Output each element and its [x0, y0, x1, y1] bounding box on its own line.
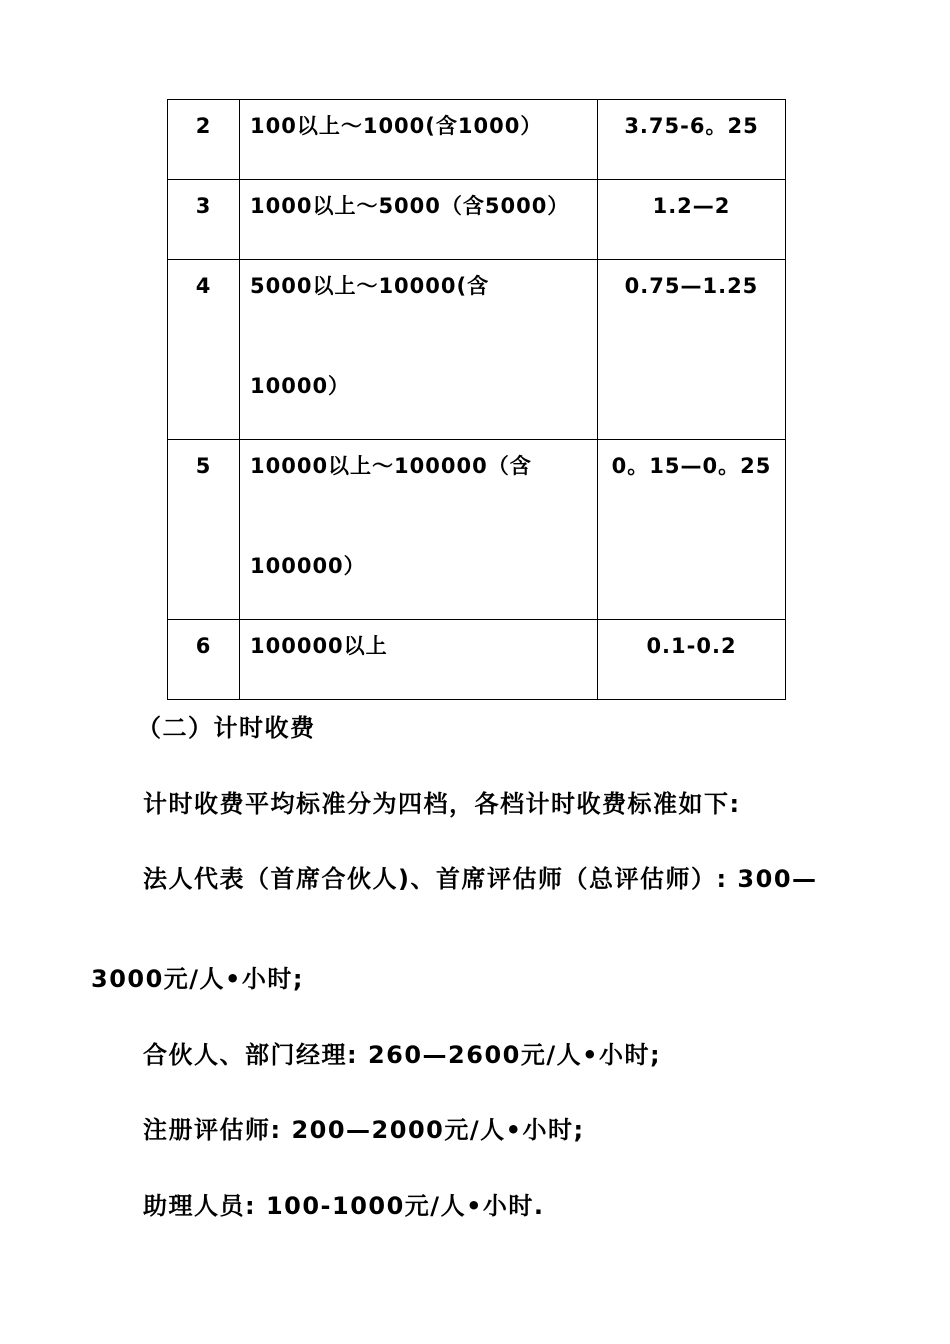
amount-range-cell: [240, 620, 598, 700]
rate-item-partner: 合伙人、部门经理: 260—2600元/人•小时;: [143, 1041, 662, 1069]
table-row: [168, 620, 786, 700]
fee-rate-cell: 0。15—0。25: [598, 440, 786, 620]
range-text: 100000以上: [250, 634, 388, 658]
rate-item-registered-appraiser: 注册评估师: 200—2000元/人•小时;: [143, 1116, 585, 1144]
row-number-cell: 2: [168, 100, 240, 180]
amount-range-cell: [240, 440, 598, 620]
table-row: [168, 180, 786, 260]
range-text: 5000以上～10000(含: [250, 274, 490, 298]
intro-paragraph: 计时收费平均标准分为四档，各档计时收费标准如下:: [143, 790, 741, 818]
table-row: [168, 260, 786, 440]
row-number-cell: 5: [168, 440, 240, 620]
fee-rate-cell: 1.2—2: [598, 180, 786, 260]
range-text: 10000以上～100000（含: [250, 454, 532, 478]
fee-rate-cell: 3.75-6。25: [598, 100, 786, 180]
rate-item-legal-representative: 法人代表（首席合伙人)、首席评估师（总评估师）: 300—: [143, 865, 818, 893]
fee-rate-cell: 0.75—1.25: [598, 260, 786, 440]
table-row: [168, 100, 786, 180]
amount-range-cell: [240, 180, 598, 260]
range-text-continued: 10000）: [250, 374, 351, 398]
row-number-cell: 3: [168, 180, 240, 260]
range-text: 100以上～1000(含1000）: [250, 114, 543, 138]
amount-range-cell: [240, 260, 598, 440]
amount-range-cell: [240, 100, 598, 180]
table-row: [168, 440, 786, 620]
row-number-cell: 4: [168, 260, 240, 440]
row-number-cell: 6: [168, 620, 240, 700]
fee-rate-cell: 0.1-0.2: [598, 620, 786, 700]
range-text: 1000以上～5000（含5000）: [250, 194, 570, 218]
range-text-continued: 100000）: [250, 554, 366, 578]
rate-item-legal-representative-continued: 3000元/人•小时;: [91, 965, 304, 993]
rate-item-assistant: 助理人员: 100-1000元/人•小时.: [143, 1192, 545, 1220]
section-heading: （二）计时收费: [137, 714, 316, 742]
fee-rate-table: [167, 99, 786, 700]
